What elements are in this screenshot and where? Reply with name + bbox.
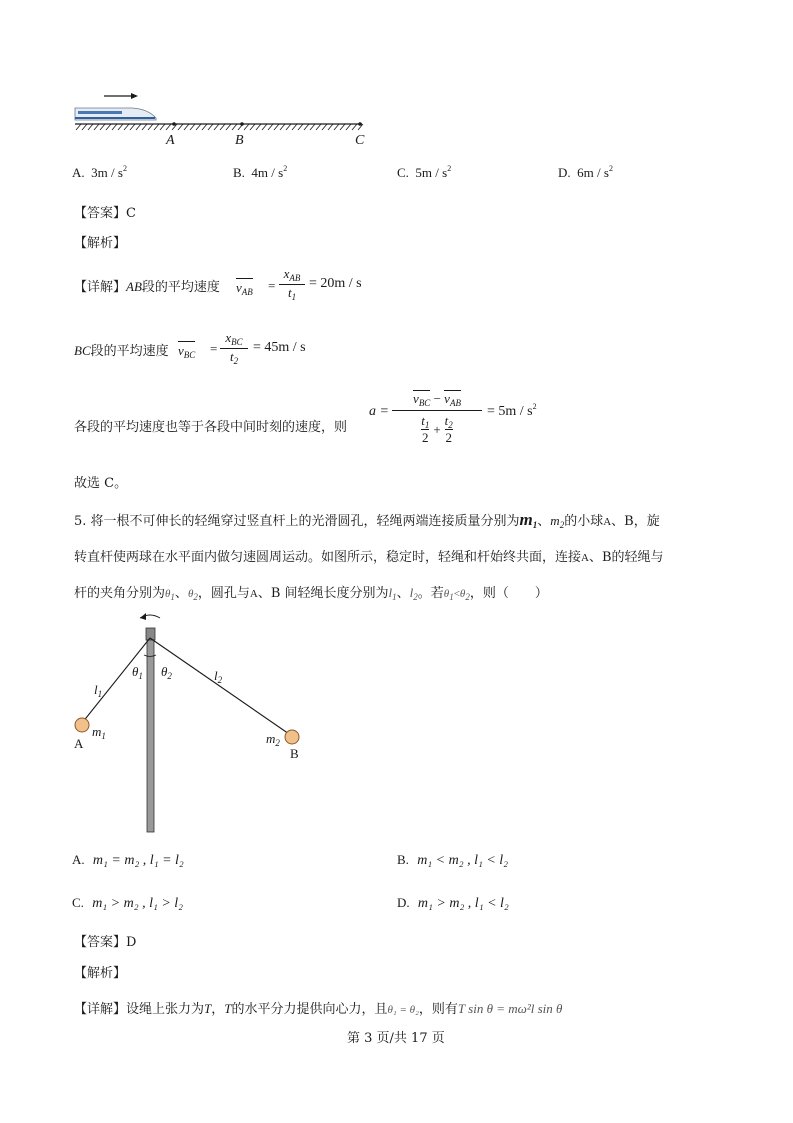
- m-symbol: m: [92, 724, 102, 739]
- option-letter: C.: [72, 895, 84, 910]
- x-subscript: AB: [289, 273, 301, 283]
- point-A-label: A: [166, 133, 175, 148]
- q4-analysis-heading: 【解析】: [74, 236, 127, 251]
- stem-text: 5. 将一根不可伸长的轻绳穿过竖直杆上的光滑圆孔，轻绳两端连接质量分别为: [74, 514, 520, 529]
- l-subscript: 1: [97, 689, 103, 699]
- v-symbol: v: [413, 391, 419, 406]
- detail-text: 【详解】设绳上张力为: [74, 1002, 205, 1017]
- stem-text: 转直杆使两球在水平面内做匀速圆周运动。如图所示，稳定时，轻绳和杆始终共面，连接: [74, 550, 582, 565]
- l2-label: [214, 668, 222, 684]
- theta-symbol: θ: [187, 588, 194, 600]
- stem-text: 的轻绳与: [611, 550, 664, 565]
- ball-A-ref: A: [581, 552, 589, 564]
- q4-option-A: [72, 165, 127, 181]
- detail-text: ，则有: [418, 1002, 458, 1017]
- v-symbol: v: [236, 280, 242, 295]
- q5-stem-line3: [74, 582, 548, 601]
- tension-symbol: T: [224, 1001, 232, 1016]
- fraction-xbc-t2: [220, 330, 248, 365]
- m-symbol: m: [266, 731, 276, 746]
- q5-option-A: [72, 852, 184, 869]
- v-subscript: BC: [183, 350, 196, 360]
- v-bc-symbol: [178, 341, 195, 359]
- separator: ，: [211, 1002, 225, 1017]
- less-than: <: [453, 588, 460, 600]
- a-result: [487, 404, 537, 420]
- t-symbol: t: [287, 285, 292, 300]
- m1-label: [92, 724, 106, 740]
- stem-text: 。若: [417, 586, 444, 601]
- option-letter: C.: [397, 165, 409, 180]
- option-value: 4m / s: [251, 165, 284, 180]
- ball-B-label: B: [290, 746, 299, 761]
- ball-A-label: A: [74, 736, 84, 751]
- l-symbol: l: [388, 585, 393, 600]
- a-value: = 5m / s: [487, 404, 533, 419]
- ab-result: = 20m / s: [309, 276, 362, 291]
- option-text: m₁ > m₂ , l₁ < l₂: [417, 896, 509, 911]
- option-exponent: 2: [283, 164, 288, 173]
- x-symbol: x: [283, 266, 290, 281]
- m-subscript: 2: [275, 738, 280, 748]
- m-subscript: 1: [532, 520, 538, 530]
- option-exponent: 2: [122, 164, 127, 173]
- point-B-label: B: [235, 133, 244, 148]
- stem-text: ，旋: [633, 514, 660, 529]
- ball-A-ref: A: [603, 516, 612, 528]
- q5-stem-line2: [74, 546, 664, 565]
- v-subscript: AB: [241, 287, 253, 297]
- option-letter: D.: [397, 895, 410, 910]
- q5-option-D: [397, 895, 509, 912]
- theta-symbol: θ: [459, 588, 466, 600]
- minus-sign: −: [433, 391, 441, 406]
- stem-text: 杆的夹角分别为: [74, 586, 166, 601]
- page-footer: 第 3 页/共 17 页: [347, 1031, 445, 1046]
- q4-option-D: [558, 165, 613, 181]
- q4-option-C: [397, 165, 451, 181]
- theta-subscript: 1: [138, 671, 143, 681]
- option-value: 6m / s: [577, 165, 609, 180]
- l-symbol: l: [94, 682, 98, 697]
- stem-text: ，则（ ）: [469, 586, 548, 601]
- m-symbol: m: [519, 510, 533, 529]
- theta-symbol: θ: [443, 588, 450, 600]
- ball-B-ref: B: [601, 550, 612, 565]
- l-subscript: 1: [392, 592, 397, 602]
- theta-subscript: 2: [167, 671, 172, 681]
- t-subscript: 1: [424, 420, 430, 430]
- ball-B-ref: B: [624, 514, 634, 529]
- point-C-label: C: [355, 133, 365, 148]
- option-text: m₁ > m₂ , l₁ > l₂: [92, 896, 184, 911]
- option-value: 3m / s: [91, 165, 123, 180]
- theta-equality: θ₁ = θ₂: [387, 1004, 419, 1016]
- fraction-xab-t1: [279, 266, 305, 301]
- x-subscript: BC: [231, 337, 243, 347]
- train-track-figure: [70, 88, 380, 152]
- acceleration-fraction: [392, 390, 482, 446]
- m2-label: [266, 731, 280, 747]
- q4-conclusion: 故选 C。: [74, 476, 128, 491]
- a-symbol: a =: [369, 404, 389, 419]
- separator: 、: [537, 514, 551, 529]
- theta-subscript: 1: [170, 592, 175, 602]
- theta2-label: [161, 664, 172, 680]
- option-value: 5m / s: [415, 165, 448, 180]
- option-exponent: 2: [608, 164, 613, 173]
- v-subscript: AB: [449, 398, 461, 408]
- stem-text: 的小球: [564, 514, 604, 529]
- t-symbol: t: [421, 413, 425, 428]
- segment-label: AB: [126, 279, 142, 294]
- q5-detail: [74, 998, 562, 1017]
- l-symbol: l: [214, 668, 218, 683]
- eq-sign: =: [268, 278, 276, 293]
- theta-symbol: θ: [132, 664, 139, 679]
- stem-text: 、B 间轻绳长度分别为: [257, 586, 389, 601]
- l1-label: [94, 682, 102, 698]
- option-letter: B.: [233, 165, 245, 180]
- t-symbol: t: [229, 349, 234, 364]
- l-subscript: 2: [413, 592, 418, 602]
- v-symbol: v: [178, 343, 184, 358]
- separator: 、: [611, 514, 625, 529]
- l-subscript: 2: [217, 675, 223, 685]
- eq-sign: =: [210, 341, 218, 356]
- separator: 、: [588, 550, 602, 565]
- l-symbol: l: [409, 585, 414, 600]
- detail-prefix: 【详解】: [74, 280, 127, 295]
- q5-stem-line1: [74, 510, 660, 530]
- q4-answer: 【答案】C: [74, 206, 136, 221]
- q4-detail-bc: [74, 340, 169, 359]
- m-symbol: m: [550, 513, 560, 528]
- t-subscript: 2: [448, 420, 453, 430]
- option-letter: A.: [72, 165, 85, 180]
- m-subscript: 2: [559, 520, 565, 530]
- theta-subscript: 2: [465, 592, 470, 602]
- separator: 、: [174, 586, 188, 601]
- option-exponent: 2: [447, 164, 452, 173]
- q4-option-B: [233, 165, 287, 181]
- theta-subscript: 2: [193, 592, 198, 602]
- separator: 、: [396, 586, 410, 601]
- plus-sign: +: [433, 421, 441, 437]
- q4-detail-ab: [74, 276, 220, 295]
- q5-answer: 【答案】D: [74, 935, 137, 950]
- t-subscript: 1: [291, 292, 297, 302]
- option-letter: B.: [397, 852, 409, 867]
- bc-result: = 45m / s: [253, 340, 306, 355]
- theta-symbol: θ: [165, 588, 171, 600]
- theta1-label: [132, 664, 143, 680]
- v-subscript: BC: [418, 398, 431, 408]
- denominator-two: 2: [422, 430, 429, 445]
- option-letter: A.: [72, 852, 85, 867]
- stem-text: ，圆孔与: [197, 586, 250, 601]
- option-text: m₁ = m₂ , l₁ = l₂: [92, 853, 184, 868]
- v-ab-symbol: [236, 278, 253, 296]
- t-subscript: 2: [233, 356, 239, 366]
- q4-avg-text: 各段的平均速度也等于各段中间时刻的速度，则: [74, 420, 348, 435]
- option-letter: D.: [558, 165, 571, 180]
- x-symbol: x: [225, 330, 232, 345]
- theta-symbol: θ: [161, 664, 168, 679]
- segment-label: BC: [74, 343, 91, 358]
- option-text: m₁ < m₂ , l₁ < l₂: [417, 853, 509, 868]
- tension-symbol: T: [204, 1001, 212, 1016]
- t-symbol: t: [444, 413, 449, 428]
- v-symbol: v: [444, 391, 450, 406]
- detail-text: 的水平分力提供向心力，且: [231, 1002, 388, 1017]
- denominator-two: 2: [445, 430, 452, 445]
- detail-text: 段的平均速度: [141, 280, 220, 295]
- q5-analysis-heading: 【解析】: [74, 966, 127, 981]
- m-subscript: 1: [101, 731, 106, 741]
- tension-equation: T sin θ = mω²l sin θ: [457, 1001, 563, 1016]
- q5-option-C: [72, 895, 183, 912]
- theta-subscript: 1: [449, 592, 454, 602]
- a-exponent: 2: [532, 402, 537, 411]
- q5-option-B: [397, 852, 508, 869]
- detail-text: 段的平均速度: [90, 344, 169, 359]
- ball-A-ref: A: [249, 588, 258, 600]
